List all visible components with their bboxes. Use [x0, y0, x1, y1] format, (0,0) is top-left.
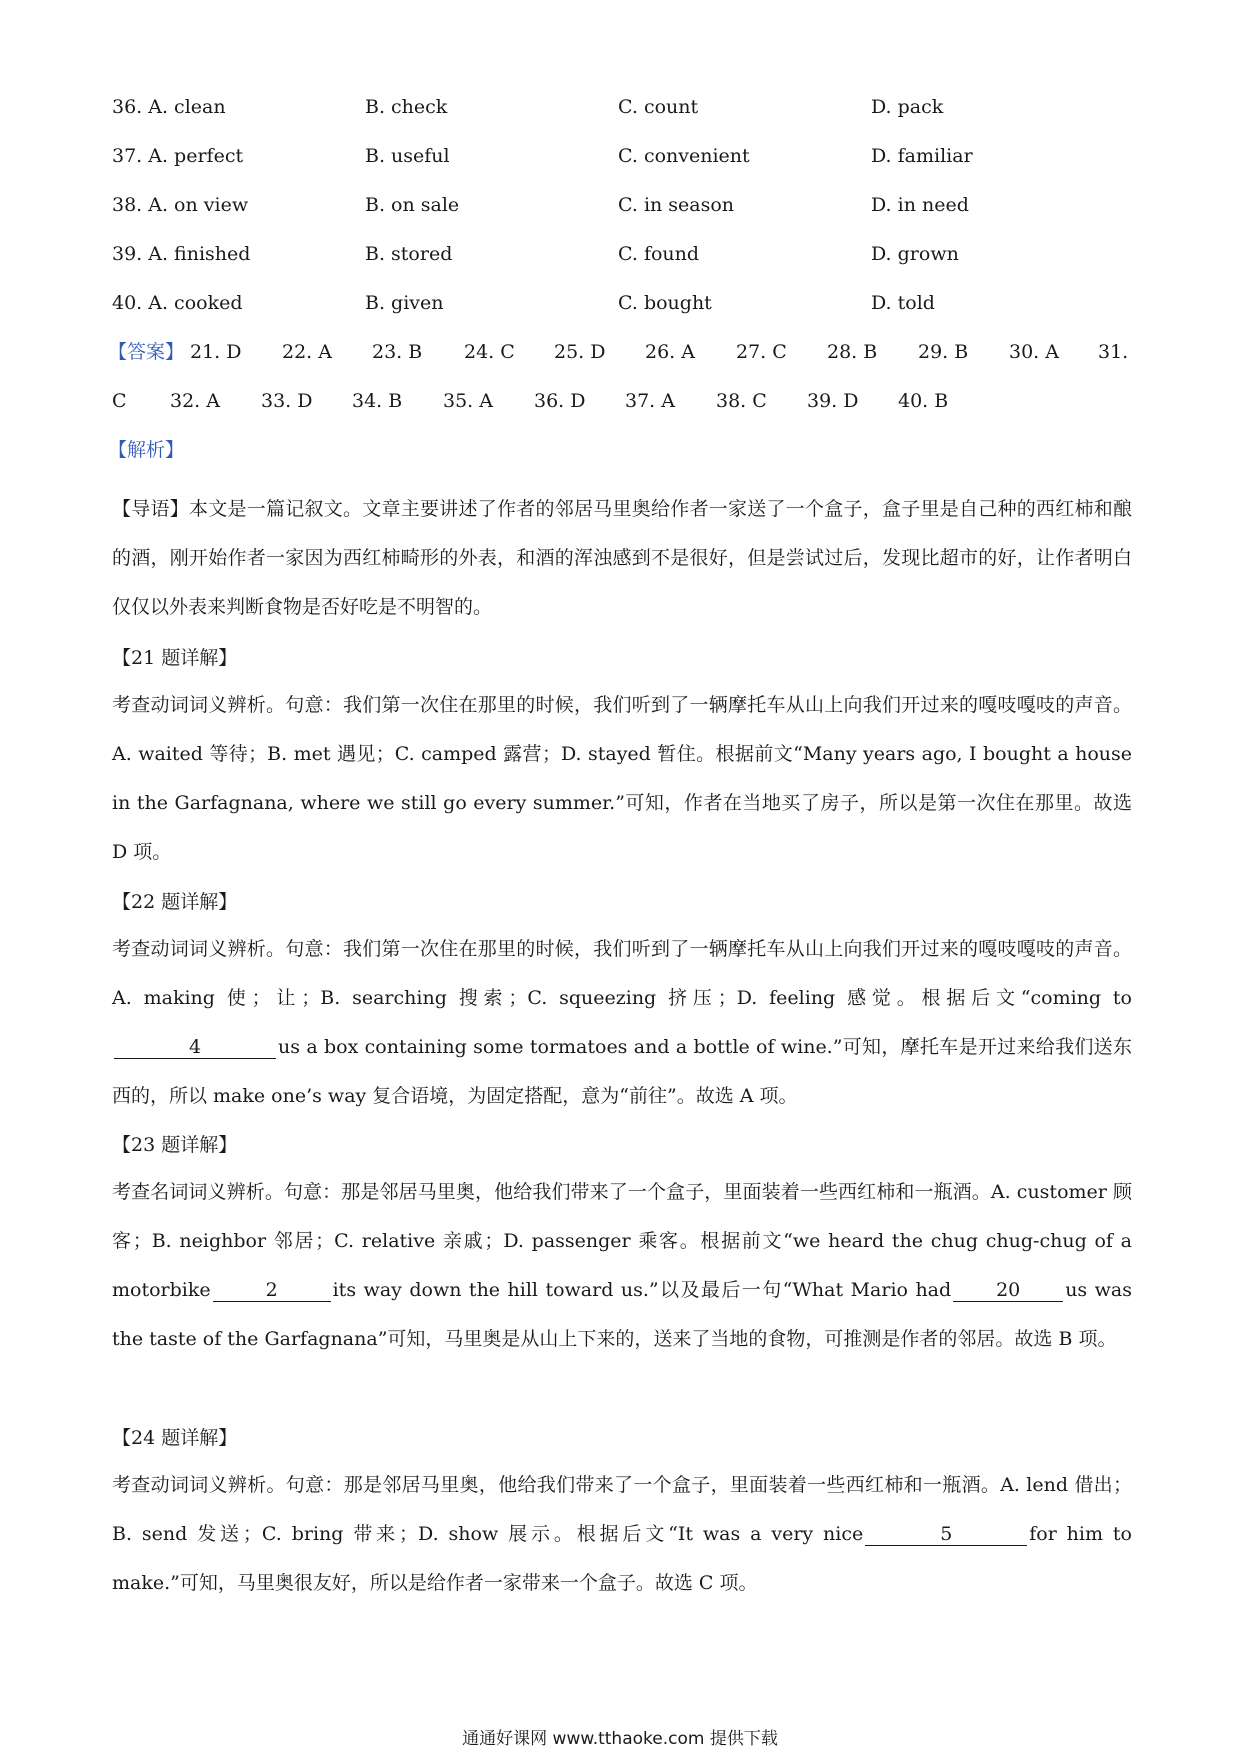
- option-c: C. found: [618, 243, 700, 265]
- q23-text-2: its way down the hill toward us.”以及最后一句“What Mario had: [332, 1279, 952, 1301]
- footer: 通通好课网 www.tthaoke.com 提供下载: [462, 1729, 778, 1749]
- option-c: C. count: [618, 96, 699, 118]
- option-d: D. in need: [871, 194, 969, 216]
- option-row-38: [112, 191, 1132, 219]
- option-d: D. pack: [871, 96, 944, 118]
- analysis-label: 【解析】: [108, 439, 185, 461]
- q23-blank-1: 2: [213, 1279, 331, 1302]
- answer-item: 24. C: [464, 341, 515, 363]
- answer-item: 21. D: [190, 341, 242, 363]
- option-c: C. bought: [618, 292, 712, 314]
- answer-item: 23. B: [372, 341, 423, 363]
- q22-explanation: [112, 925, 1132, 1121]
- q24-explanation: [112, 1461, 1132, 1608]
- answer-item: 26. A: [645, 341, 695, 363]
- option-c: C. convenient: [618, 145, 750, 167]
- option-b: B. check: [365, 96, 448, 118]
- option-row-39: [112, 240, 1132, 268]
- q21-heading: 【21 题详解】: [112, 647, 238, 669]
- q23-heading: 【23 题详解】: [112, 1134, 238, 1156]
- answer-item: 28. B: [827, 341, 878, 363]
- option-row-37: [112, 142, 1132, 170]
- answer-item: 29. B: [918, 341, 969, 363]
- answer-item: 27. C: [736, 341, 787, 363]
- option-a: 40. A. cooked: [112, 292, 243, 314]
- option-a: 38. A. on view: [112, 194, 249, 216]
- option-a: 37. A. perfect: [112, 145, 244, 167]
- option-a: 39. A. finished: [112, 243, 251, 265]
- q24-text-2: for him to make.”可知，马里奥很友好，所以是给作者一家带来一个盒子。故选 C 项。: [112, 1523, 1132, 1594]
- q22-heading: 【22 题详解】: [112, 891, 238, 913]
- option-d: D. grown: [871, 243, 959, 265]
- q23-explanation: [112, 1168, 1132, 1364]
- answer-item: 38. C: [716, 390, 767, 412]
- answer-item: 31.: [1098, 341, 1129, 363]
- q22-blank: 4: [114, 1036, 276, 1059]
- option-row-40: [112, 289, 1132, 317]
- answer-row-2: [112, 387, 1132, 415]
- answer-item: 36. D: [534, 390, 586, 412]
- intro-paragraph: 【导语】本文是一篇记叙文。文章主要讲述了作者的邻居马里奥给作者一家送了一个盒子，盒子里是自己种的西红柿和酿的酒，刚开始作者一家因为西红柿畸形的外表，和酒的浑浊感到不是很好，但是尝试过后，发现比超市的好，让作者明白仅仅以外表来判断食物是否好吃是不明智的。: [112, 498, 1132, 618]
- q23-text-1: 考查名词词义辨析。句意：那是邻居马里奥，他给我们带来了一个盒子，里面装着一些西红柿和一瓶酒。A. customer 顾客；B. neighbor 邻居；C. relative 亲戚；D. passenger 乘客。根据前文“we heard the chug chug-chug of a motorbike: [112, 1181, 1132, 1301]
- answer-row-1: [108, 338, 1132, 366]
- q23-text-3: us was the taste of the Garfagnana”可知，马里奥是从山上下来的，送来了当地的食物，可推测是作者的邻居。故选 B 项。: [112, 1279, 1132, 1350]
- option-b: B. given: [365, 292, 444, 314]
- answer-item: 34. B: [352, 390, 403, 412]
- option-b: B. stored: [365, 243, 453, 265]
- answer-label: 【答案】: [108, 341, 185, 363]
- answer-item: C: [112, 390, 127, 412]
- answer-item: 33. D: [261, 390, 313, 412]
- option-b: B. useful: [365, 145, 450, 167]
- answer-item: 25. D: [554, 341, 606, 363]
- q22-text-1: 考查动词词义辨析。句意：我们第一次住在那里的时候，我们听到了一辆摩托车从山上向我们开过来的嘎吱嘎吱的声音。A. making 使；让；B. searching 搜索；C. squeezing 挤压；D. feeling 感觉。根据后文“coming to: [112, 938, 1132, 1009]
- answer-item: 37. A: [625, 390, 675, 412]
- q24-text-1: 考查动词词义辨析。句意：那是邻居马里奥，他给我们带来了一个盒子，里面装着一些西红柿和一瓶酒。A. lend 借出；B. send 发送；C. bring 带来；D. show 展示。根据后文“It was a very nice: [112, 1474, 1132, 1545]
- option-b: B. on sale: [365, 194, 460, 216]
- option-row-36: [112, 93, 1132, 121]
- q24-blank: 5: [865, 1523, 1027, 1546]
- option-d: D. told: [871, 292, 935, 314]
- q22-text-2: us a box containing some tormatoes and a bottle of wine.”可知，摩托车是开过来给我们送东西的，所以 make one’s way 复合语境，为固定搭配，意为“前往”。故选 A 项。: [112, 1036, 1132, 1107]
- answer-item: 22. A: [282, 341, 332, 363]
- q23-blank-2: 20: [953, 1279, 1063, 1302]
- option-d: D. familiar: [871, 145, 973, 167]
- q21-explanation: 考查动词词义辨析。句意：我们第一次住在那里的时候，我们听到了一辆摩托车从山上向我们开过来的嘎吱嘎吱的声音。A. waited 等待；B. met 遇见；C. camped 露营；D. stayed 暂住。根据前文“Many years ago, I bought a house in the Garfagnana, where we still go every summer.”可知，作者在当地买了房子，所以是第一次住在那里。故选 D 项。: [112, 694, 1132, 863]
- answer-item: 32. A: [170, 390, 220, 412]
- option-a: 36. A. clean: [112, 96, 226, 118]
- option-c: C. in season: [618, 194, 735, 216]
- answer-item: 40. B: [898, 390, 949, 412]
- answer-item: 35. A: [443, 390, 493, 412]
- answer-item: 39. D: [807, 390, 859, 412]
- q24-heading: 【24 题详解】: [112, 1427, 238, 1449]
- answer-item: 30. A: [1009, 341, 1059, 363]
